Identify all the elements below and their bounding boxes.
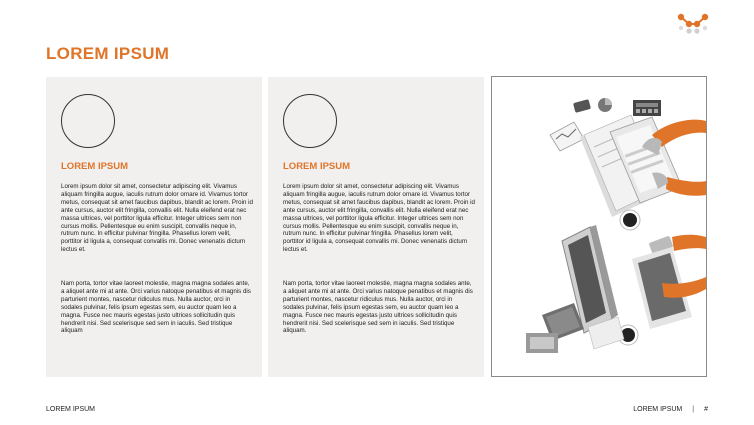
- phone-icon: [573, 99, 591, 113]
- workspace-illustration: [491, 76, 707, 377]
- calculator-icon: [633, 100, 661, 116]
- content-card-1: [46, 77, 262, 377]
- card-paragraph-2: Nam porta, tortor vitae laoreet molestie, magna magna sodales ante, a aliquet ante mi at ante. Orci varius natoque penatibus et magnis dis parturient montes, nascetur ridiculus mus. Nulla auctor, orci in sodales pulvinar, felis ipsum egestas sem, eu auctor quam leo a magna. Fusce nec mauris egestas justo ultrices sollicitudin quis hendrerit nisi. Sed scelerisque sed sem in iaculis. Sed tristique aliquam: [61, 280, 251, 335]
- footer-left-label: LOREM IPSUM: [46, 406, 96, 413]
- folder-icon: [526, 333, 558, 353]
- page-number: #: [704, 406, 708, 413]
- pie-chart-icon: [598, 98, 612, 112]
- footer-right-label: LOREM IPSUM: [633, 406, 683, 413]
- footer-separator: |: [692, 406, 695, 413]
- molecule-logo-icon: [676, 12, 710, 34]
- content-card-2: [268, 77, 484, 377]
- card-heading: LOREM IPSUM: [283, 161, 351, 172]
- card-heading: LOREM IPSUM: [61, 161, 129, 172]
- page-title: LOREM IPSUM: [46, 44, 170, 63]
- image-placeholder-circle: [283, 94, 337, 148]
- footer-right: [633, 406, 708, 413]
- card-paragraph-1: Lorem ipsum dolor sit amet, consectetur adipiscing elit. Vivamus aliquam fringilla augue, iaculis rutrum dolor ornare id. Vivamus tortor metus, consequat sit amet faucibus dapibus, blandit ac lorem. Proin id ante cursus, auctor elit fringilla, convallis elit. Nulla eleifend erat nec massa ultrices, vel porttitor ligula efficitur. Integer ultrices sem non cursus mollis. Pellentesque eu enim suscipit, convallis neque in, rutrum nunc. In efficitur pulvinar fringilla. Phasellus lorem velit, porttitor id ligula a, consequat convallis mi. Donec venenatis dictum lectus et.: [61, 183, 253, 254]
- image-placeholder-circle: [61, 94, 115, 148]
- coffee-cup-icon: [620, 210, 640, 230]
- card-paragraph-1: Lorem ipsum dolor sit amet, consectetur adipiscing elit. Vivamus aliquam fringilla augue, iaculis rutrum dolor ornare id. Vivamus tortor metus, consequat sit amet faucibus dapibus, blandit ac lorem. Proin id ante cursus, auctor elit fringilla, convallis elit. Nulla eleifend erat nec massa ultrices, vel porttitor ligula efficitur. Integer ultrices sem non cursus mollis. Pellentesque eu enim suscipit, convallis neque in, rutrum nunc. In efficitur pulvinar fringilla. Phasellus lorem velit, porttitor id ligula a, consequat convallis mi. Donec venenatis dictum lectus et.: [283, 183, 475, 254]
- card-paragraph-2: Nam porta, tortor vitae laoreet molestie, magna magna sodales ante, a aliquet ante mi at ante. Orci varius natoque penatibus et magnis dis parturient montes, nascetur ridiculus mus. Nulla auctor, orci in sodales pulvinar, felis ipsum egestas sem, eu auctor quam leo a magna. Fusce nec mauris egestas justo ultrices sollicitudin quis hendrerit nisi. Sed scelerisque sed sem in iaculis. Sed tristique aliquam.: [283, 280, 473, 335]
- chart-paper-icon: [550, 122, 584, 151]
